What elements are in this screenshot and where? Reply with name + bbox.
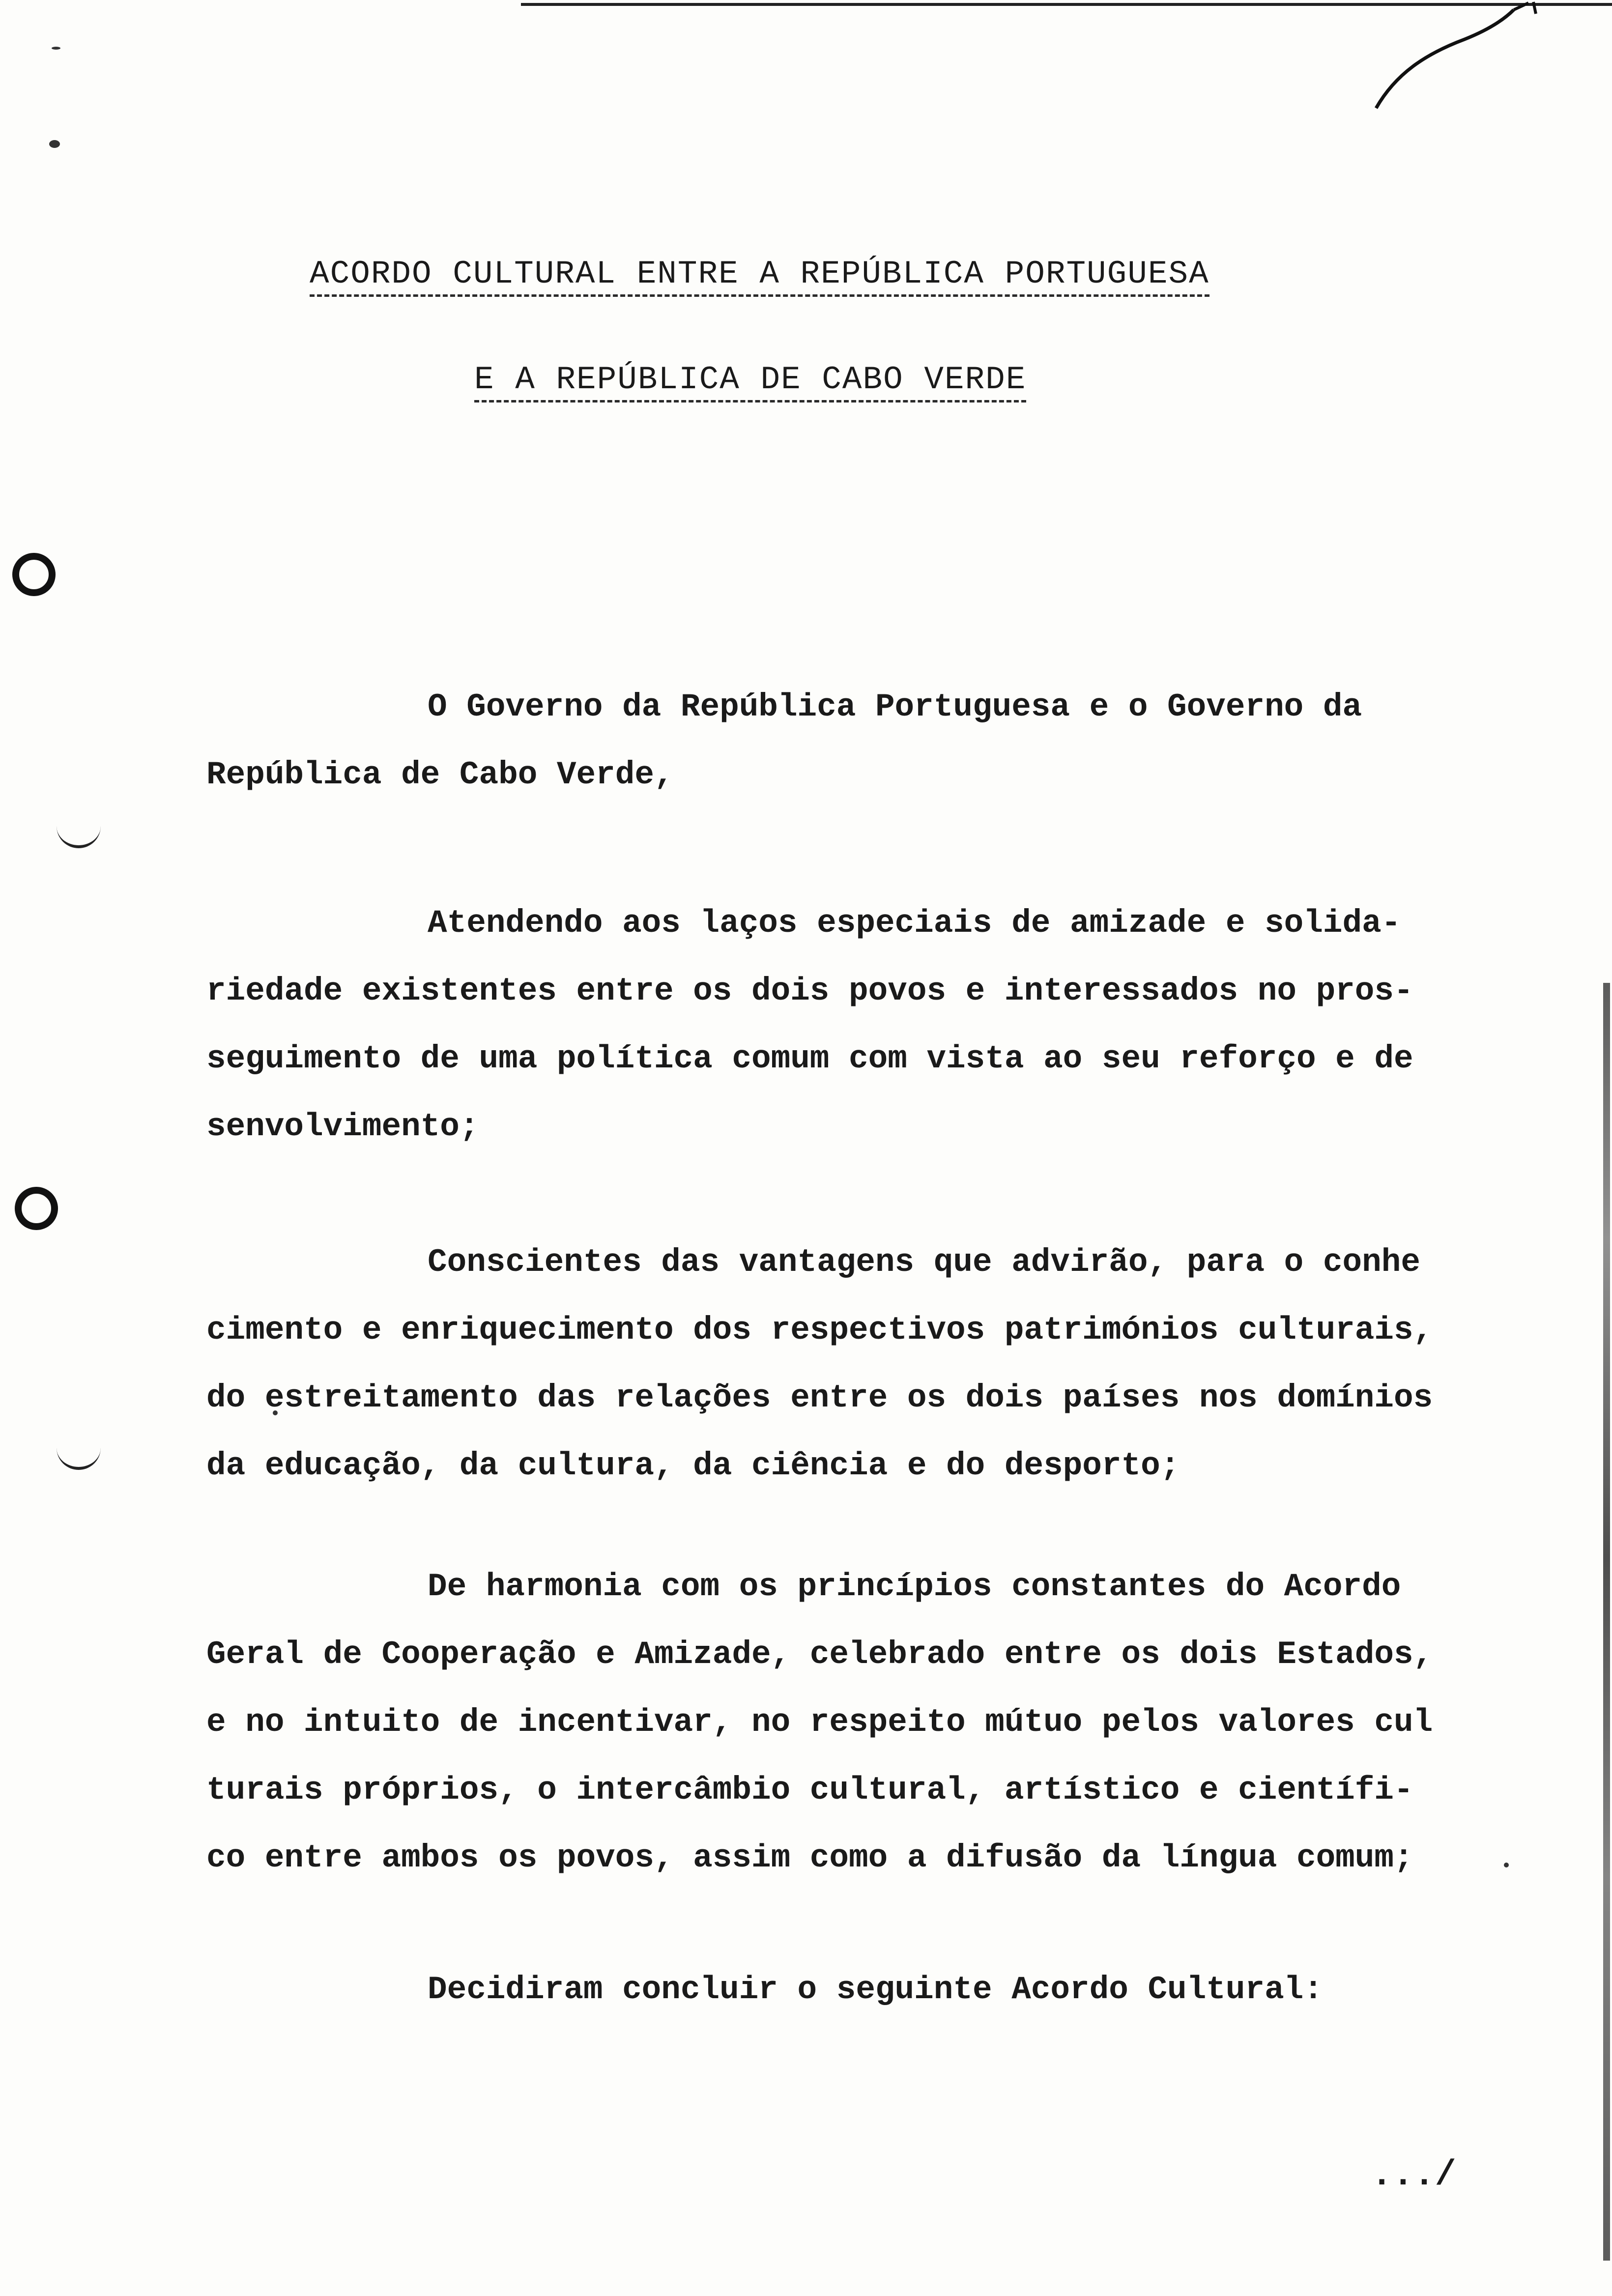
document-title-line-2: E A REPÚBLICA DE CABO VERDE bbox=[474, 361, 1026, 402]
scan-speck bbox=[49, 140, 60, 148]
punch-hole-top bbox=[12, 553, 56, 596]
punch-hole-bottom bbox=[15, 1187, 58, 1230]
paragraph-cultural-advantages: Conscientes das vantagens que advirão, para o conhe cimento e enriquecimento dos respectivos patrimónios culturais, do estreitamento das relações entre os dois países nos domínios da educação, da cultura, da ciência e do desporto; bbox=[206, 1244, 1433, 1484]
paragraph-preamble-parties: O Governo da República Portuguesa e o Governo da República de Cabo Verde, bbox=[206, 689, 1362, 793]
paragraph-decision: Decidiram concluir o seguinte Acordo Cultural: bbox=[428, 1971, 1323, 2008]
scan-right-edge bbox=[1603, 983, 1610, 2261]
handwritten-stroke bbox=[1366, 0, 1573, 118]
continuation-mark: .../ bbox=[1371, 2155, 1456, 2195]
scan-speck bbox=[52, 47, 60, 50]
document-title-line-1: ACORDO CULTURAL ENTRE A REPÚBLICA PORTUGUESA bbox=[310, 256, 1209, 297]
scan-speck bbox=[1504, 1863, 1509, 1867]
margin-bracket-top bbox=[57, 826, 101, 848]
paragraph-general-agreement: De harmonia com os princípios constantes do Acordo Geral de Cooperação e Amizade, celebrado entre os dois Estados, e no intuito de incentivar, no respeito mútuo pelos valores cul turais próprios, o intercâmbio cultural, artístico e científi- co entre ambos os povos, assim como a difusão da língua comum; bbox=[206, 1568, 1433, 1876]
paragraph-friendship-ties: Atendendo aos laços especiais de amizade e solida- riedade existentes entre os dois povos e interessados no pros- seguimento de uma política comum com vista ao seu reforço e de senvolvimento; bbox=[206, 905, 1413, 1145]
margin-bracket-bottom bbox=[57, 1447, 101, 1470]
